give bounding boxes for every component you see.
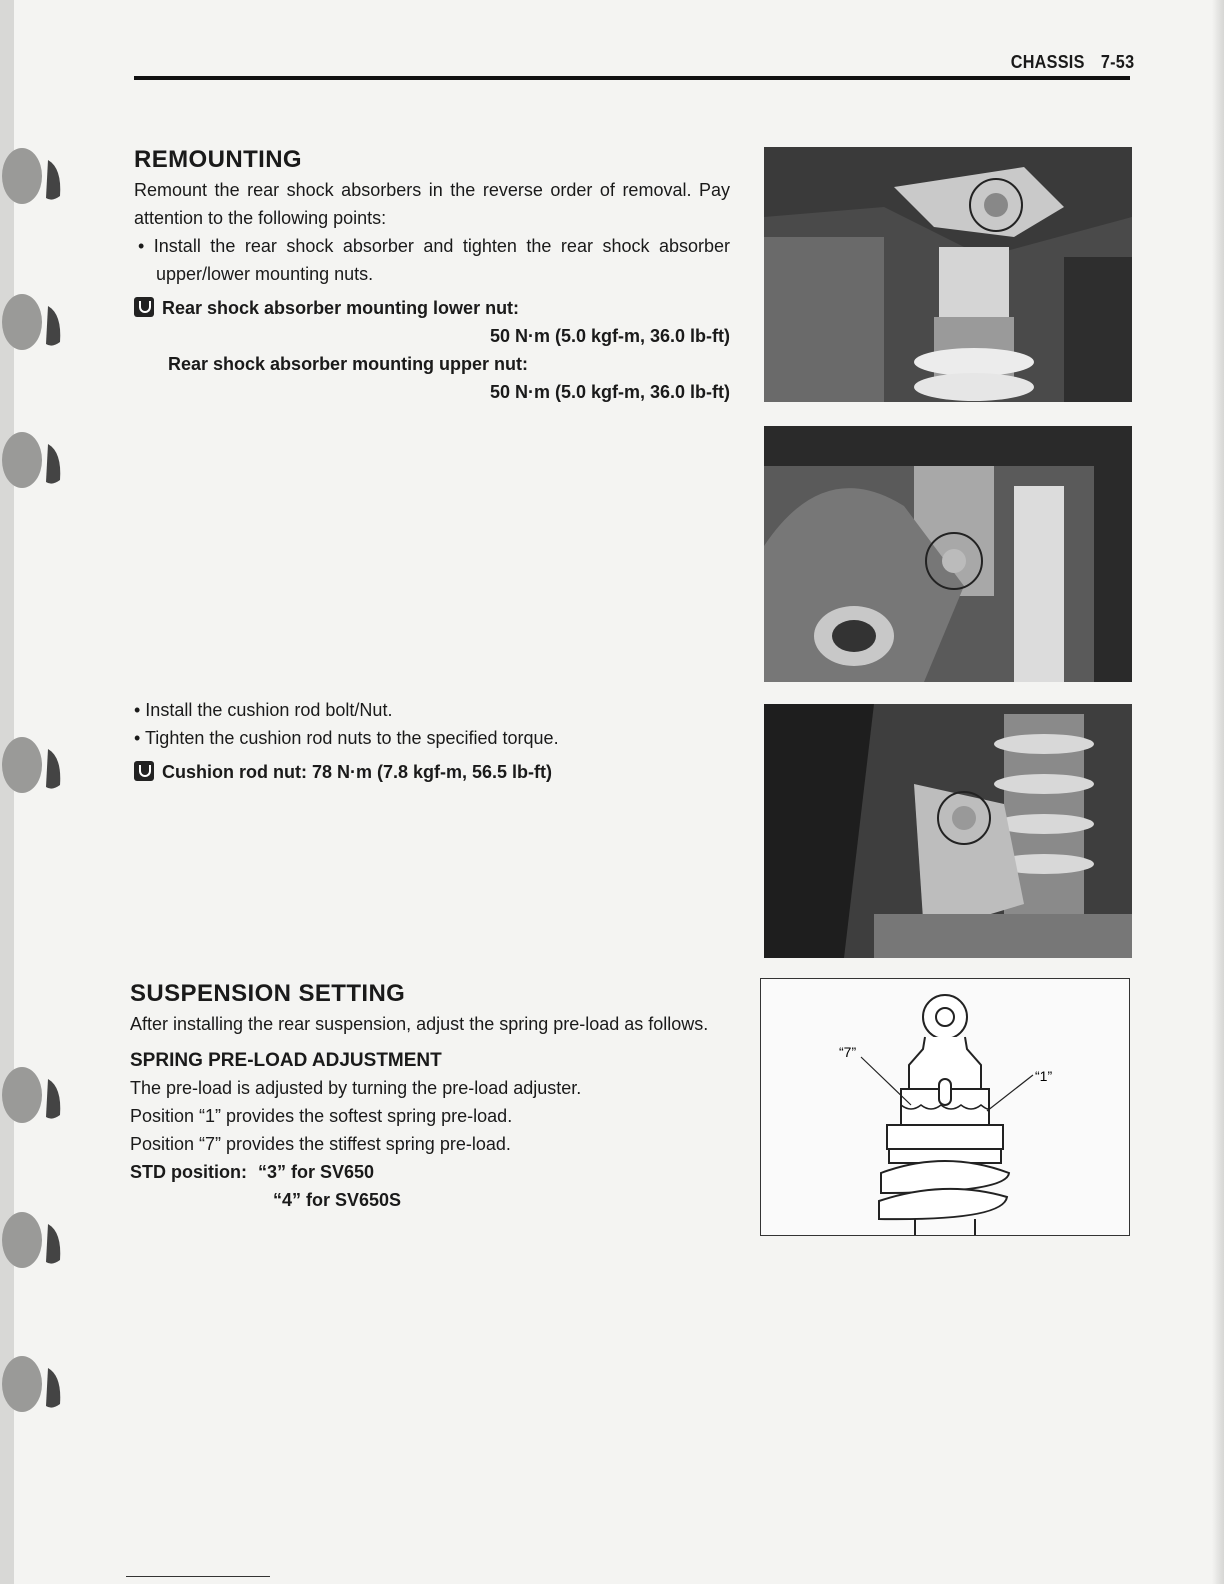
preload-line-1: The pre-load is adjusted by turning the pre-load adjuster. xyxy=(130,1078,582,1098)
remounting-title: REMOUNTING xyxy=(134,146,302,173)
section-name: CHASSIS xyxy=(1010,52,1085,72)
preload-line-3: Position “7” provides the stiffest spring pre-load. xyxy=(130,1134,511,1154)
header-rule xyxy=(134,76,1130,80)
diagram-label-1: “1” xyxy=(1035,1068,1053,1084)
torque-upper-label: Rear shock absorber mounting upper nut: xyxy=(168,354,529,374)
page-edge xyxy=(1212,0,1224,1584)
page-header xyxy=(994,52,1134,73)
torque-lower-label: Rear shock absorber mounting lower nut: xyxy=(162,298,520,318)
remounting-bullet-3: • Tighten the cushion rod nuts to the specified torque. xyxy=(134,728,559,748)
binder-edge xyxy=(0,0,80,1584)
torque-wrench-icon xyxy=(134,297,154,317)
suspension-intro: After installing the rear suspension, adjust the spring pre-load as follows. xyxy=(130,1014,709,1034)
cushion-torque xyxy=(134,758,730,786)
preload-adjuster-diagram xyxy=(760,978,1130,1236)
preload-line-2: Position “1” provides the softest spring pre-load. xyxy=(130,1106,513,1126)
std-sv650s: “4” for SV650S xyxy=(273,1190,402,1210)
torque-lower-value: 50 N·m (5.0 kgf-m, 36.0 lb-ft) xyxy=(489,326,730,346)
photo-lower-mount xyxy=(764,426,1132,682)
footer-rule xyxy=(126,1576,270,1577)
preload-subtitle: SPRING PRE-LOAD ADJUSTMENT xyxy=(130,1050,442,1071)
suspension-section xyxy=(130,980,726,1214)
std-sv650: “3” for SV650 xyxy=(258,1162,375,1182)
std-position xyxy=(130,1158,726,1186)
remounting-intro: Remount the rear shock absorbers in the reverse order of removal. Pay attention to the following points: xyxy=(134,180,730,228)
remounting-bullet-1: • Install the rear shock absorber and tighten the rear shock absorber upper/lower mounting nuts. xyxy=(138,236,730,284)
cushion-torque-value: Cushion rod nut: 78 N·m (7.8 kgf-m, 56.5 lb-ft) xyxy=(162,762,553,782)
photo-upper-mount xyxy=(764,147,1132,402)
remounting-section xyxy=(134,146,730,406)
cushion-rod-section xyxy=(134,696,730,786)
photo-cushion-rod xyxy=(764,704,1132,958)
torque-upper-value: 50 N·m (5.0 kgf-m, 36.0 lb-ft) xyxy=(489,382,730,402)
torque-lower xyxy=(134,294,730,322)
page-number: 7-53 xyxy=(1100,52,1134,72)
diagram-label-7: “7” xyxy=(839,1044,857,1060)
remounting-bullet-2: • Install the cushion rod bolt/Nut. xyxy=(134,700,393,720)
suspension-title: SUSPENSION SETTING xyxy=(130,980,406,1007)
torque-wrench-icon xyxy=(134,761,154,781)
std-label: STD position: xyxy=(130,1162,247,1182)
